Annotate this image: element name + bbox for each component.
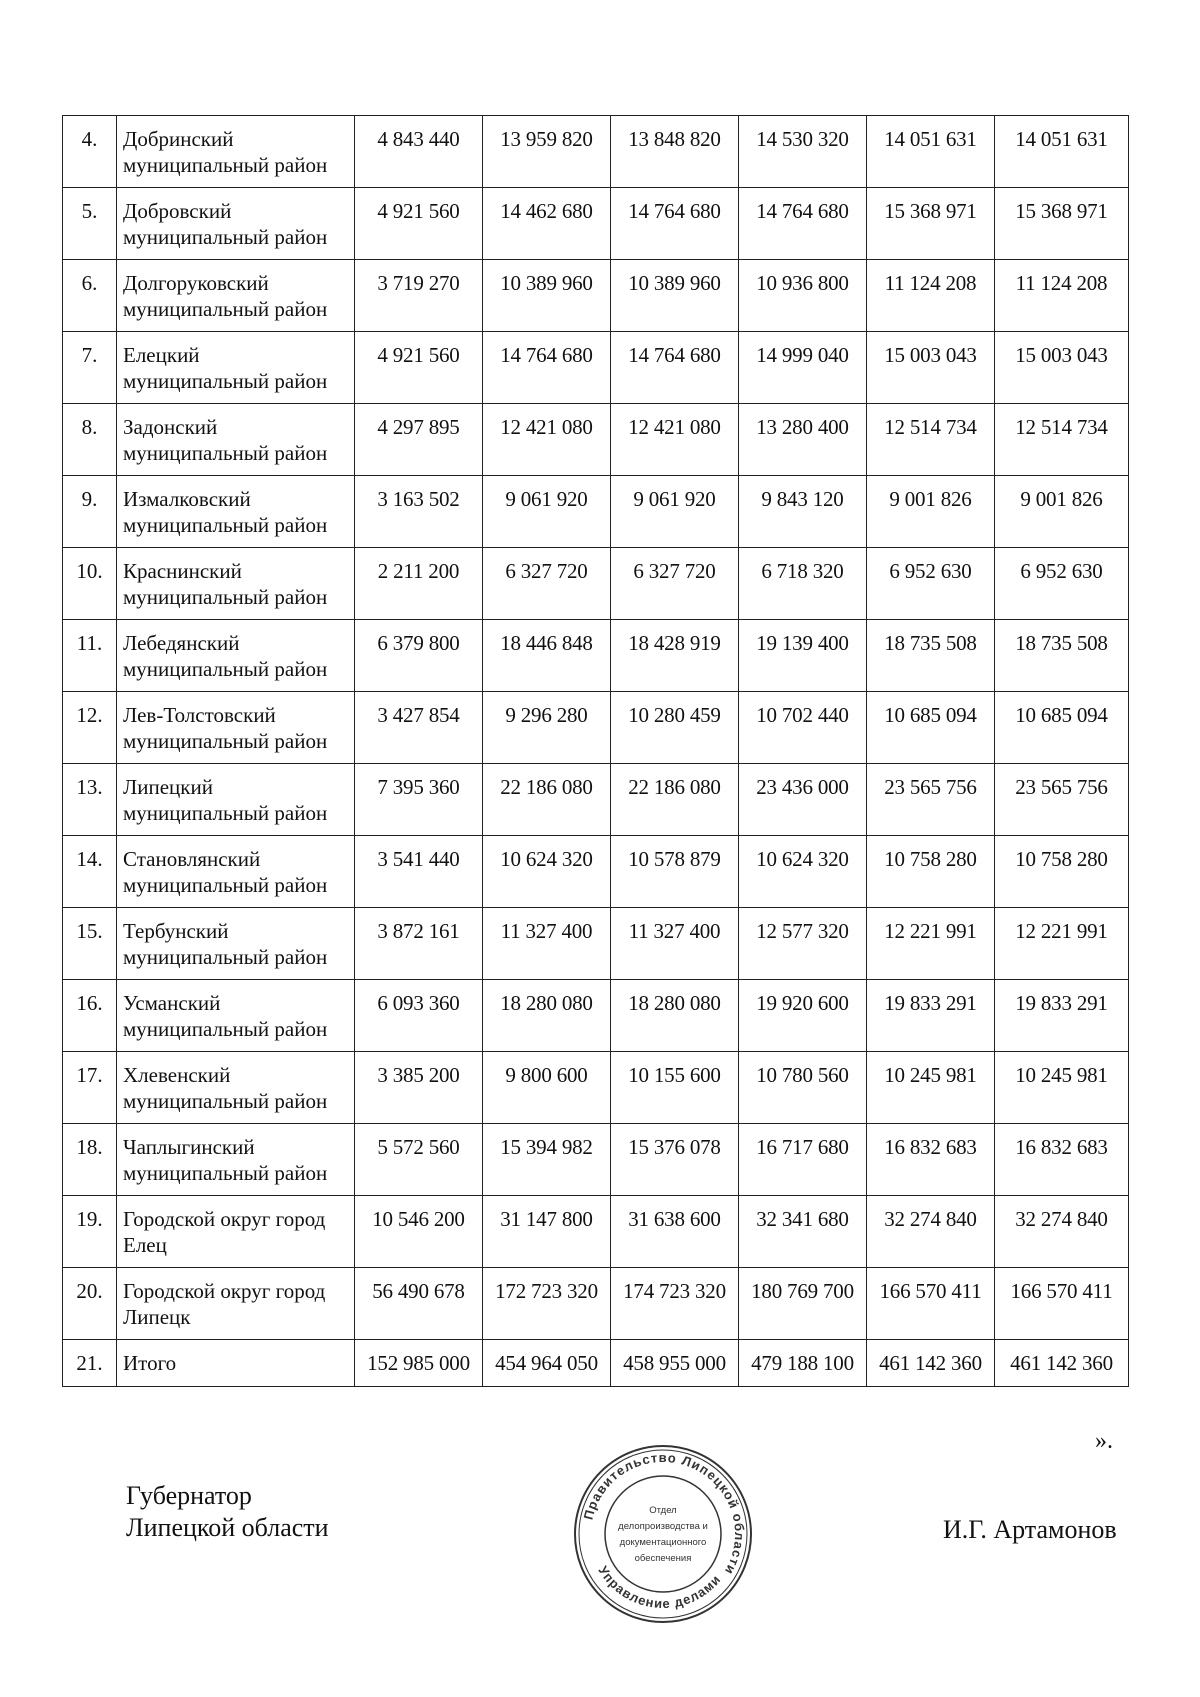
amount-cell: 10 280 459 <box>611 692 739 764</box>
amount-cell: 9 296 280 <box>483 692 611 764</box>
amount-cell: 6 327 720 <box>483 548 611 620</box>
amount-cell: 10 780 560 <box>739 1052 867 1124</box>
amount-cell: 19 139 400 <box>739 620 867 692</box>
amount-cell: 3 872 161 <box>355 908 483 980</box>
table-row <box>63 908 1129 980</box>
amount-cell: 11 124 208 <box>867 260 995 332</box>
district-name: Добринский муниципальный район <box>117 116 355 188</box>
table-row <box>63 332 1129 404</box>
table-row <box>63 1196 1129 1268</box>
amount-cell: 15 376 078 <box>611 1124 739 1196</box>
amount-cell: 6 327 720 <box>611 548 739 620</box>
district-name: Добровский муниципальный район <box>117 188 355 260</box>
stamp-center-text <box>618 1505 708 1564</box>
amount-cell: 458 955 000 <box>611 1340 739 1387</box>
amount-cell: 4 921 560 <box>355 188 483 260</box>
district-name: Измалковский муниципальный район <box>117 476 355 548</box>
amount-cell: 6 379 800 <box>355 620 483 692</box>
stamp-center-line: документационного <box>619 1537 707 1548</box>
amount-cell: 2 211 200 <box>355 548 483 620</box>
table-row <box>63 980 1129 1052</box>
amount-cell: 12 221 991 <box>995 908 1129 980</box>
amount-cell: 10 389 960 <box>483 260 611 332</box>
row-number: 14. <box>63 836 117 908</box>
amount-cell: 6 952 630 <box>995 548 1129 620</box>
official-stamp <box>572 1443 754 1625</box>
amount-cell: 7 395 360 <box>355 764 483 836</box>
row-number: 9. <box>63 476 117 548</box>
stamp-center-line: делопроизводства и <box>618 1521 708 1532</box>
district-name: Тербунский муниципальный район <box>117 908 355 980</box>
table-row <box>63 620 1129 692</box>
amount-cell: 9 843 120 <box>739 476 867 548</box>
amount-cell: 31 147 800 <box>483 1196 611 1268</box>
amount-cell: 18 428 919 <box>611 620 739 692</box>
signer-name: И.Г. Артамонов <box>943 1515 1117 1544</box>
table-row <box>63 116 1129 188</box>
amount-cell: 166 570 411 <box>867 1268 995 1340</box>
amount-cell: 172 723 320 <box>483 1268 611 1340</box>
row-number: 19. <box>63 1196 117 1268</box>
row-number: 17. <box>63 1052 117 1124</box>
amount-cell: 23 565 756 <box>995 764 1129 836</box>
row-number: 13. <box>63 764 117 836</box>
amount-cell: 3 427 854 <box>355 692 483 764</box>
subsidy-table <box>62 115 1129 1387</box>
amount-cell: 10 578 879 <box>611 836 739 908</box>
row-number: 18. <box>63 1124 117 1196</box>
district-name: Чаплыгинский муниципальный район <box>117 1124 355 1196</box>
table-row <box>63 548 1129 620</box>
amount-cell: 18 446 848 <box>483 620 611 692</box>
row-number: 12. <box>63 692 117 764</box>
amount-cell: 14 764 680 <box>611 332 739 404</box>
amount-cell: 12 221 991 <box>867 908 995 980</box>
amount-cell: 9 061 920 <box>483 476 611 548</box>
amount-cell: 12 421 080 <box>483 404 611 476</box>
amount-cell: 10 702 440 <box>739 692 867 764</box>
district-name: Елецкий муниципальный район <box>117 332 355 404</box>
amount-cell: 5 572 560 <box>355 1124 483 1196</box>
amount-cell: 32 274 840 <box>867 1196 995 1268</box>
amount-cell: 19 833 291 <box>995 980 1129 1052</box>
amount-cell: 10 624 320 <box>739 836 867 908</box>
amount-cell: 10 624 320 <box>483 836 611 908</box>
amount-cell: 10 685 094 <box>867 692 995 764</box>
closing-quote: ». <box>1095 1428 1113 1454</box>
amount-cell: 4 843 440 <box>355 116 483 188</box>
row-number: 8. <box>63 404 117 476</box>
amount-cell: 19 833 291 <box>867 980 995 1052</box>
table-row <box>63 764 1129 836</box>
amount-cell: 3 163 502 <box>355 476 483 548</box>
district-name: Городской округ город Липецк <box>117 1268 355 1340</box>
signer-position-line2: Липецкой области <box>126 1513 329 1542</box>
table-row <box>63 836 1129 908</box>
amount-cell: 14 530 320 <box>739 116 867 188</box>
amount-cell: 13 848 820 <box>611 116 739 188</box>
district-name: Долгоруковский муниципальный район <box>117 260 355 332</box>
amount-cell: 23 565 756 <box>867 764 995 836</box>
amount-cell: 16 832 683 <box>867 1124 995 1196</box>
amount-cell: 11 124 208 <box>995 260 1129 332</box>
amount-cell: 14 051 631 <box>995 116 1129 188</box>
amount-cell: 16 832 683 <box>995 1124 1129 1196</box>
amount-cell: 6 952 630 <box>867 548 995 620</box>
district-name: Лебедянский муниципальный район <box>117 620 355 692</box>
amount-cell: 4 921 560 <box>355 332 483 404</box>
district-name: Усманский муниципальный район <box>117 980 355 1052</box>
stamp-bottom-text: Управление делами <box>595 1563 724 1612</box>
amount-cell: 6 718 320 <box>739 548 867 620</box>
district-name: Хлевенский муниципальный район <box>117 1052 355 1124</box>
amount-cell: 15 003 043 <box>867 332 995 404</box>
amount-cell: 152 985 000 <box>355 1340 483 1387</box>
table-row <box>63 476 1129 548</box>
table-row <box>63 692 1129 764</box>
amount-cell: 16 717 680 <box>739 1124 867 1196</box>
amount-cell: 3 719 270 <box>355 260 483 332</box>
amount-cell: 180 769 700 <box>739 1268 867 1340</box>
amount-cell: 32 341 680 <box>739 1196 867 1268</box>
amount-cell: 23 436 000 <box>739 764 867 836</box>
amount-cell: 19 920 600 <box>739 980 867 1052</box>
amount-cell: 11 327 400 <box>611 908 739 980</box>
district-name: Становлянский муниципальный район <box>117 836 355 908</box>
amount-cell: 14 764 680 <box>739 188 867 260</box>
row-number: 11. <box>63 620 117 692</box>
district-name: Лев-Толстовский муниципальный район <box>117 692 355 764</box>
row-number: 4. <box>63 116 117 188</box>
amount-cell: 3 541 440 <box>355 836 483 908</box>
stamp-outer-text: Правительство Липецкой области <box>580 1449 748 1578</box>
amount-cell: 15 394 982 <box>483 1124 611 1196</box>
amount-cell: 4 297 895 <box>355 404 483 476</box>
amount-cell: 56 490 678 <box>355 1268 483 1340</box>
amount-cell: 10 155 600 <box>611 1052 739 1124</box>
table-row <box>63 188 1129 260</box>
amount-cell: 10 758 280 <box>995 836 1129 908</box>
amount-cell: 10 936 800 <box>739 260 867 332</box>
amount-cell: 14 764 680 <box>611 188 739 260</box>
amount-cell: 11 327 400 <box>483 908 611 980</box>
table-row <box>63 1052 1129 1124</box>
amount-cell: 12 421 080 <box>611 404 739 476</box>
row-number: 15. <box>63 908 117 980</box>
amount-cell: 15 368 971 <box>867 188 995 260</box>
amount-cell: 18 735 508 <box>995 620 1129 692</box>
stamp-center-line: обеспечения <box>634 1553 692 1564</box>
amount-cell: 18 280 080 <box>483 980 611 1052</box>
amount-cell: 31 638 600 <box>611 1196 739 1268</box>
amount-cell: 461 142 360 <box>995 1340 1129 1387</box>
signature-block <box>126 1480 329 1544</box>
table-row <box>63 404 1129 476</box>
amount-cell: 15 003 043 <box>995 332 1129 404</box>
district-name: Краснинский муниципальный район <box>117 548 355 620</box>
amount-cell: 9 001 826 <box>995 476 1129 548</box>
row-number: 20. <box>63 1268 117 1340</box>
row-number: 10. <box>63 548 117 620</box>
row-number: 7. <box>63 332 117 404</box>
amount-cell: 22 186 080 <box>483 764 611 836</box>
amount-cell: 18 735 508 <box>867 620 995 692</box>
stamp-center-line: Отдел <box>649 1505 677 1516</box>
row-number: 21. <box>63 1340 117 1387</box>
amount-cell: 174 723 320 <box>611 1268 739 1340</box>
district-name: Городской округ город Елец <box>117 1196 355 1268</box>
amount-cell: 13 959 820 <box>483 116 611 188</box>
row-number: 6. <box>63 260 117 332</box>
table-row <box>63 260 1129 332</box>
district-name: Липецкий муниципальный район <box>117 764 355 836</box>
amount-cell: 32 274 840 <box>995 1196 1129 1268</box>
amount-cell: 18 280 080 <box>611 980 739 1052</box>
district-name: Итого <box>117 1340 355 1387</box>
table-row <box>63 1340 1129 1387</box>
amount-cell: 12 514 734 <box>867 404 995 476</box>
amount-cell: 14 462 680 <box>483 188 611 260</box>
amount-cell: 13 280 400 <box>739 404 867 476</box>
amount-cell: 9 061 920 <box>611 476 739 548</box>
amount-cell: 22 186 080 <box>611 764 739 836</box>
amount-cell: 14 764 680 <box>483 332 611 404</box>
amount-cell: 15 368 971 <box>995 188 1129 260</box>
amount-cell: 10 758 280 <box>867 836 995 908</box>
row-number: 5. <box>63 188 117 260</box>
signer-position-line1: Губернатор <box>126 1481 252 1510</box>
table-row <box>63 1124 1129 1196</box>
amount-cell: 14 051 631 <box>867 116 995 188</box>
amount-cell: 454 964 050 <box>483 1340 611 1387</box>
amount-cell: 12 514 734 <box>995 404 1129 476</box>
amount-cell: 9 800 600 <box>483 1052 611 1124</box>
row-number: 16. <box>63 980 117 1052</box>
svg-text:Управление делами <box>595 1563 723 1611</box>
amount-cell: 6 093 360 <box>355 980 483 1052</box>
amount-cell: 479 188 100 <box>739 1340 867 1387</box>
amount-cell: 10 245 981 <box>995 1052 1129 1124</box>
amount-cell: 3 385 200 <box>355 1052 483 1124</box>
amount-cell: 14 999 040 <box>739 332 867 404</box>
amount-cell: 166 570 411 <box>995 1268 1129 1340</box>
district-name: Задонский муниципальный район <box>117 404 355 476</box>
table-body <box>63 116 1129 1387</box>
amount-cell: 10 546 200 <box>355 1196 483 1268</box>
amount-cell: 461 142 360 <box>867 1340 995 1387</box>
amount-cell: 10 389 960 <box>611 260 739 332</box>
amount-cell: 10 685 094 <box>995 692 1129 764</box>
amount-cell: 10 245 981 <box>867 1052 995 1124</box>
amount-cell: 9 001 826 <box>867 476 995 548</box>
table-row <box>63 1268 1129 1340</box>
amount-cell: 12 577 320 <box>739 908 867 980</box>
